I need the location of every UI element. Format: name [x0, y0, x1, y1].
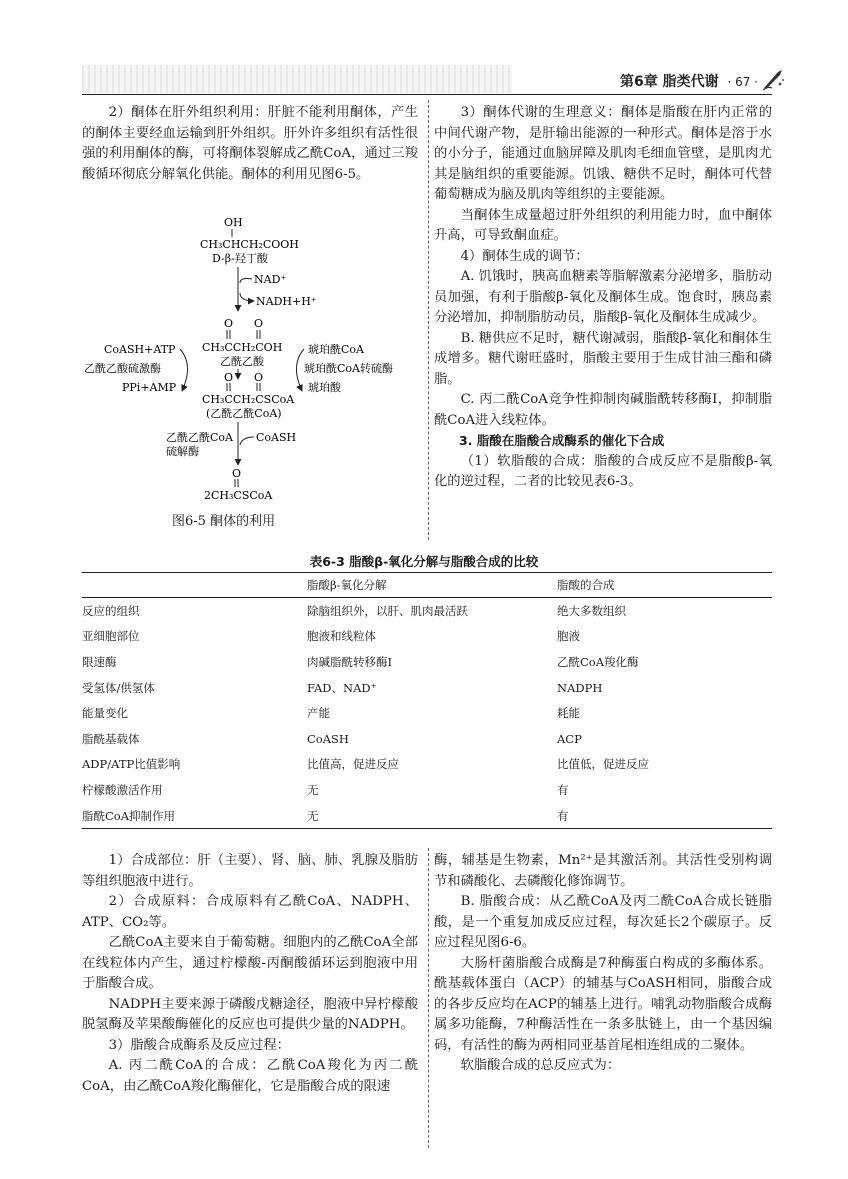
table-cell: 能量变化 [82, 706, 128, 721]
acetoacetyl-formula: CH₃CCH₂CSCoA [202, 393, 295, 406]
cofactor-curve [240, 279, 252, 284]
acetoacetate-formula: CH₃CCH₂COH [202, 341, 283, 354]
coash-label: CoASH [256, 431, 297, 444]
comparison-table [82, 572, 772, 829]
table-cell: 比值低，促进反应 [557, 757, 649, 772]
section-heading: 3. 脂酸在脂酸合成酶系的催化下合成 [459, 433, 665, 448]
paragraph: 软脂酸合成的总反应式为： [460, 1058, 621, 1073]
paragraph: C. 丙二酰CoA竞争性抑制肉碱脂酰转移酶Ⅰ，抑制脂酰CoA进入线粒体。 [434, 392, 772, 428]
table-cell: 无 [307, 808, 319, 823]
ppi-amp-label: PPi+AMP [122, 381, 177, 394]
table-cell: 柠檬酸激活作用 [82, 782, 163, 797]
table-cell: 限速酶 [82, 654, 117, 669]
table-row [82, 598, 772, 624]
table-header-cell: 脂酸β-氧化分解 [307, 578, 387, 592]
column-divider [428, 848, 429, 1148]
table-cell: 脂酰CoA抑制作用 [82, 808, 176, 823]
paragraph: B. 脂酸合成：从乙酰CoA及丙二酰CoA合成长链脂酸，是一个重复加成反应过程，每次延长2个碳原子。反应过程见图6-6。 [434, 894, 772, 950]
table-cell: 有 [557, 808, 569, 823]
table-row [82, 700, 772, 726]
table-row [82, 624, 772, 650]
table-cell: 胞液 [557, 629, 580, 644]
page-number: · 67 · [727, 75, 758, 89]
chapter-title: 第6章 脂类代谢 [619, 74, 719, 90]
acetoacetyl-name: (乙酰乙酰CoA) [206, 407, 282, 420]
table-cell: NADPH [557, 680, 603, 695]
enzyme-label: 琥珀酰CoA转硫酶 [304, 362, 393, 375]
table-cell: FAD、NAD⁺ [307, 680, 377, 695]
thiolase-label: 乙酰乙酰CoA [166, 431, 233, 444]
figure-caption: 图6-5 酮体的利用 [172, 514, 276, 529]
table-cell: 绝大多数组织 [557, 603, 626, 618]
cofactor-curve [240, 437, 254, 445]
paragraph: 2）合成原料：合成原料有乙酰CoA、NADPH、ATP、CO₂等。 [82, 894, 418, 930]
table-cell: 胞液和线粒体 [307, 629, 376, 644]
succinate-label: 琥珀酸 [308, 381, 341, 394]
paragraph: B. 糖供应不足时，糖代谢减弱，脂酸β-氧化和酮体生成增多。糖代谢旺盛时，脂酸主要用于生成甘油三酯和磷脂。 [434, 330, 772, 387]
paragraph: NADPH主要来源于磷酸戊糖途径，胞液中异柠檬酸脱氢酶及苹果酸酶催化的反应也可提供少量的NADPH。 [82, 996, 418, 1032]
paragraph: 酶，辅基是生物素，Mn²⁺是其激活剂。其活性受别构调节和磷酸化、去磷酸化修饰调节。 [434, 853, 772, 889]
paragraph: （1）软脂酸的合成：脂酸的合成反应不是脂酸β-氧化的逆过程，二者的比较见表6-3。 [434, 453, 772, 489]
table-row [82, 803, 772, 829]
table-cell: 耗能 [557, 706, 580, 721]
coash-atp-label: CoASH+ATP [104, 343, 176, 356]
table-row [82, 675, 772, 701]
oxygen-label: O [224, 371, 234, 384]
table-header-cell: 脂酸的合成 [557, 578, 615, 592]
paragraph: 大肠杆菌脂酸合成酶是7种酶蛋白构成的多酶体系。酰基载体蛋白（ACP）的辅基与CoASH相同，脂酸合成的各步反应均在ACP的辅基上进行。哺乳动物脂酸合成酶属多功能酶，7种酶活性在一条多肽链上，由一个基因编码，有活性的酶为两相同亚基首尾相连组成的二聚体。 [434, 955, 772, 1053]
oh-label: OH [224, 216, 243, 229]
table-title: 表6-3 脂酸β-氧化分解与脂酸合成的比较 [309, 554, 539, 569]
table-cell: 反应的组织 [82, 603, 140, 618]
acetyl-coa-formula: 2CH₃CSCoA [204, 489, 273, 502]
paragraph: 乙酰CoA主要来自于葡萄糖。细胞内的乙酰CoA全部在线粒体内产生，通过柠檬酸-丙酮酸循环运到胞液中用于脂酸合成。 [82, 935, 418, 991]
succinyl-coa-label: 琥珀酰CoA [308, 343, 364, 356]
hydroxybutyrate-name: D-β-羟丁酸 [212, 252, 268, 265]
enzyme-label: 乙酰乙酸硫激酶 [84, 362, 161, 375]
table-row [82, 777, 772, 803]
table-cell: 无 [307, 782, 319, 797]
table-cell: CoASH [307, 731, 349, 746]
paragraph: A. 丙二酰CoA的合成：乙酰CoA羧化为丙二酰CoA，由乙酰CoA羧化酶催化，它是脂酸合成的限速 [82, 1058, 418, 1094]
reaction-curve [296, 349, 304, 391]
paragraph: 3）脂酸合成酶系及反应过程： [108, 1037, 290, 1053]
oxygen-label: O [232, 467, 242, 480]
table-cell: 产能 [307, 706, 330, 721]
paragraph: 3）酮体代谢的生理意义：酮体是脂酸在肝内正常的中间代谢产物，是肝输出能源的一种形式。酮体是溶于水的小分子，能通过血脑屏障及肌肉毛细血管壁，是肌肉尤其是脑组织的重要能源。饥饿、糖供不足时，酮体可代替葡萄糖成为脑及肌肉等组织的主要能源。 [434, 105, 772, 202]
table-cell: 脂酰基载体 [82, 731, 140, 746]
table-cell: 比值高，促进反应 [307, 757, 399, 772]
paragraph: A. 饥饿时，胰高血糖素等脂解激素分泌增多，脂肪动员加强，有利于脂酸β-氧化及酮体生成。饱食时，胰岛素分泌增加，抑制脂肪动员，脂酸β-氧化及酮体生成减少。 [434, 269, 772, 325]
header-pattern [82, 65, 512, 93]
cofactor-curve [240, 293, 254, 301]
table-header-cell [82, 573, 307, 598]
paragraph: 当酮体生成量超过肝外组织的利用能力时，血中酮体升高，可导致酮血症。 [434, 207, 772, 243]
ketone-pathway-diagram [82, 215, 422, 515]
table-row [82, 752, 772, 778]
paragraph: 1）合成部位：肝（主要）、肾、脑、肺、乳腺及脂肪等组织胞液中进行。 [82, 853, 418, 889]
table-cell: 除脑组织外，以肝、肌肉最活跃 [307, 603, 468, 618]
table-cell: 乙酰CoA羧化酶 [557, 654, 639, 669]
right-top-column [434, 103, 772, 493]
thiolase-label: 硫解酶 [166, 445, 199, 458]
reaction-curve [180, 349, 188, 391]
table-header-row [82, 573, 772, 598]
header-rule [82, 94, 772, 95]
table-cell: 亚细胞部位 [82, 629, 140, 644]
figure-ketone-utilization [82, 215, 422, 525]
oxygen-label: O [224, 317, 234, 330]
table-cell: 有 [557, 782, 569, 797]
left-bottom-column [82, 851, 418, 1097]
oxygen-label: O [254, 317, 264, 330]
table-row [82, 649, 772, 675]
paragraph: 2）酮体在肝外组织利用：肝脏不能利用酮体，产生的酮体主要经血运输到肝外组织。肝外许多组织有活性很强的利用酮体的酶，可将酮体裂解成乙酰CoA，通过三羧酸循环彻底分解氧化供能。酮体的利用见图6-5。 [82, 105, 418, 182]
nad-label: NAD⁺ [254, 273, 287, 286]
hydroxybutyrate-formula: CH₃CHCH₂COOH [200, 238, 299, 251]
table-row [82, 726, 772, 752]
table-cell: ACP [557, 731, 582, 746]
acetoacetate-name: 乙酰乙酸 [220, 355, 264, 368]
table-cell: 受氢体/供氢体 [82, 680, 155, 695]
pen-icon [760, 66, 786, 92]
running-header [620, 71, 758, 91]
table-cell: ADP/ATP比值影响 [82, 757, 181, 772]
oxygen-label: O [254, 371, 264, 384]
left-top-column [82, 103, 418, 185]
nadh-label: NADH+H⁺ [256, 295, 317, 308]
table-cell: 肉碱脂酰转移酶Ⅰ [307, 654, 393, 669]
column-divider [428, 100, 429, 540]
paragraph: 4）酮体生成的调节： [460, 248, 589, 264]
right-bottom-column [434, 851, 772, 1077]
